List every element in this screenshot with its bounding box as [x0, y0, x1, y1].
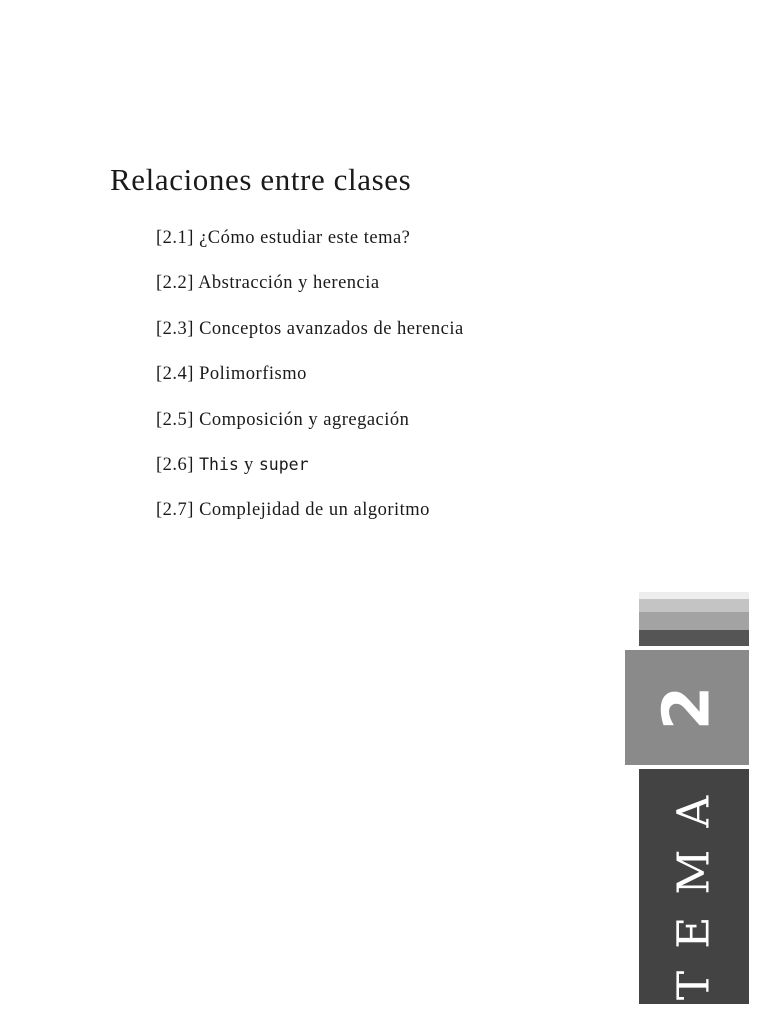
- toc-item-2-4[interactable]: [156, 357, 464, 402]
- toc-item-number: [2.3]: [156, 318, 194, 339]
- chapter-number: 2: [650, 685, 724, 730]
- table-of-contents: [156, 221, 464, 539]
- decorative-stripe: [639, 592, 749, 599]
- toc-item-2-1[interactable]: [156, 221, 464, 266]
- toc-item-text: Composición y agregación: [199, 409, 410, 430]
- decorative-stripe: [639, 630, 749, 646]
- toc-item-number: [2.6]: [156, 454, 194, 475]
- toc-item-2-5[interactable]: [156, 403, 464, 448]
- toc-item-text: Conceptos avanzados de herencia: [199, 318, 464, 339]
- toc-item-2-7[interactable]: [156, 493, 464, 538]
- toc-item-2-3[interactable]: [156, 312, 464, 357]
- toc-item-text: Abstracción y herencia: [198, 273, 380, 294]
- toc-item-text: Complejidad de un algoritmo: [199, 500, 430, 521]
- toc-item-code-super: super: [258, 454, 309, 474]
- toc-item-2-6[interactable]: [156, 448, 464, 493]
- toc-item-number: [2.7]: [156, 500, 194, 521]
- toc-item-code-this: This: [199, 454, 239, 474]
- toc-item-number: [2.4]: [156, 364, 194, 385]
- decorative-stripe: [639, 612, 749, 630]
- toc-item-text: ¿Cómo estudiar este tema?: [199, 228, 411, 248]
- toc-item-connector: y: [243, 454, 254, 475]
- toc-item-text: Polimorfismo: [199, 364, 307, 385]
- toc-item-number: [2.1]: [156, 228, 194, 248]
- chapter-label-box: [639, 769, 749, 1004]
- decorative-stripe: [639, 599, 749, 612]
- toc-item-2-2[interactable]: [156, 266, 464, 311]
- page-title: Relaciones entre clases: [110, 162, 412, 197]
- toc-item-number: [2.2]: [156, 273, 194, 294]
- chapter-number-box: [625, 650, 749, 765]
- chapter-label: TEMA: [668, 773, 720, 1000]
- toc-item-number: [2.5]: [156, 409, 194, 430]
